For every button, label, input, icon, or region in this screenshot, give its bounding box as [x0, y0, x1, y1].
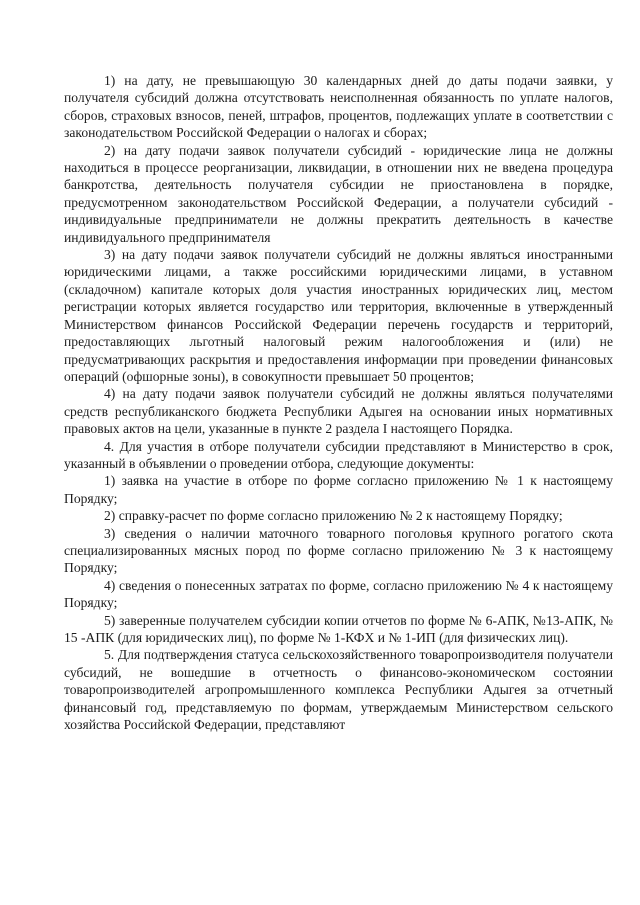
paragraph-doc-4-expenses: 4) сведения о понесенных затратах по форме, согласно приложению № 4 к настоящему Порядку; — [64, 577, 613, 611]
paragraph-subitem-2-reorganization: 2) на дату подачи заявок получатели субсидий - юридические лица не должны находиться в процессе реорганизации, ликвидации, в отношении них не введена процедура банкротства, деятельность получателя субсидии не приостановлена в порядке, предусмотренном законодательством Российской Федерации, а получатели субсидий - индивидуальные предприниматели не должны прекратить деятельность в качестве индивидуального предпринимателя — [64, 142, 613, 245]
paragraph-doc-1-application: 1) заявка на участие в отборе по форме согласно приложению № 1 к настоящему Порядку; — [64, 473, 613, 506]
paragraph-clause-4-documents: 4. Для участия в отборе получатели субсидии представляют в Министерство в срок, указанный в объявлении о проведении отбора, следующие документы: — [64, 438, 613, 471]
paragraph-doc-2-calculation: 2) справку-расчет по форме согласно приложению № 2 к настоящему Порядку; — [104, 508, 563, 524]
document-page — [64, 72, 613, 733]
paragraph-subitem-3-foreign-entities: 3) на дату подачи заявок получатели субсидий не должны являться иностранными юридическими лицами, а также российскими юридическими лицами, в уставном (складочном) капитале которых доля участия иностранных юридических лиц, местом регистрации которых является государство или территория, включенные в утвержденный Министерством финансов Российской Федерации перечень государств и территорий, предоставляющих льготный налоговый режим налогообложения и (или) не предусматривающих раскрытия и предоставления информации при проведении финансовых операций (офшорные зоны), в совокупности превышает 50 процентов; — [64, 247, 613, 384]
paragraph-clause-5-status: 5. Для подтверждения статуса сельскохозяйственного товаропроизводителя получатели субсидий, не вошедшие в отчетность о финансово-экономическом состоянии товаропроизводителей агропромышленного комплекса Республики Адыгея за отчетный финансовый год, представляемую по формам, утверждаемым Министерством сельского хозяйства Российской Федерации, представляют — [64, 647, 613, 733]
paragraph-subitem-1-tax-arrears: 1) на дату, не превышающую 30 календарных дней до даты подачи заявки, у получателя субсидий должна отсутствовать неисполненная обязанность по уплате налогов, сборов, страховых взносов, пеней, штрафов, процентов, подлежащих уплате в соответствии с законодательством Российской Федерации о налогах и сборах; — [64, 73, 613, 141]
paragraph-subitem-4-budget-funds: 4) на дату подачи заявок получатели субсидий не должны являться получателями средств республиканского бюджета Республики Адыгея на основании иных нормативных правовых актов на цели, указанные в пункте 2 раздела I настоящего Порядка. — [64, 386, 613, 437]
paragraph-doc-3-livestock: 3) сведения о наличии маточного товарного поголовья крупного рогатого скота специализированных мясных пород по форме согласно приложению № 3 к настоящему Порядку; — [64, 525, 613, 576]
paragraph-doc-5-reports: 5) заверенные получателем субсидии копии отчетов по форме № 6-АПК, №13-АПК, № 15 -АПК (для юридических лиц), по форме № 1-КФХ и № 1-ИП (для физических лиц). — [64, 612, 613, 645]
